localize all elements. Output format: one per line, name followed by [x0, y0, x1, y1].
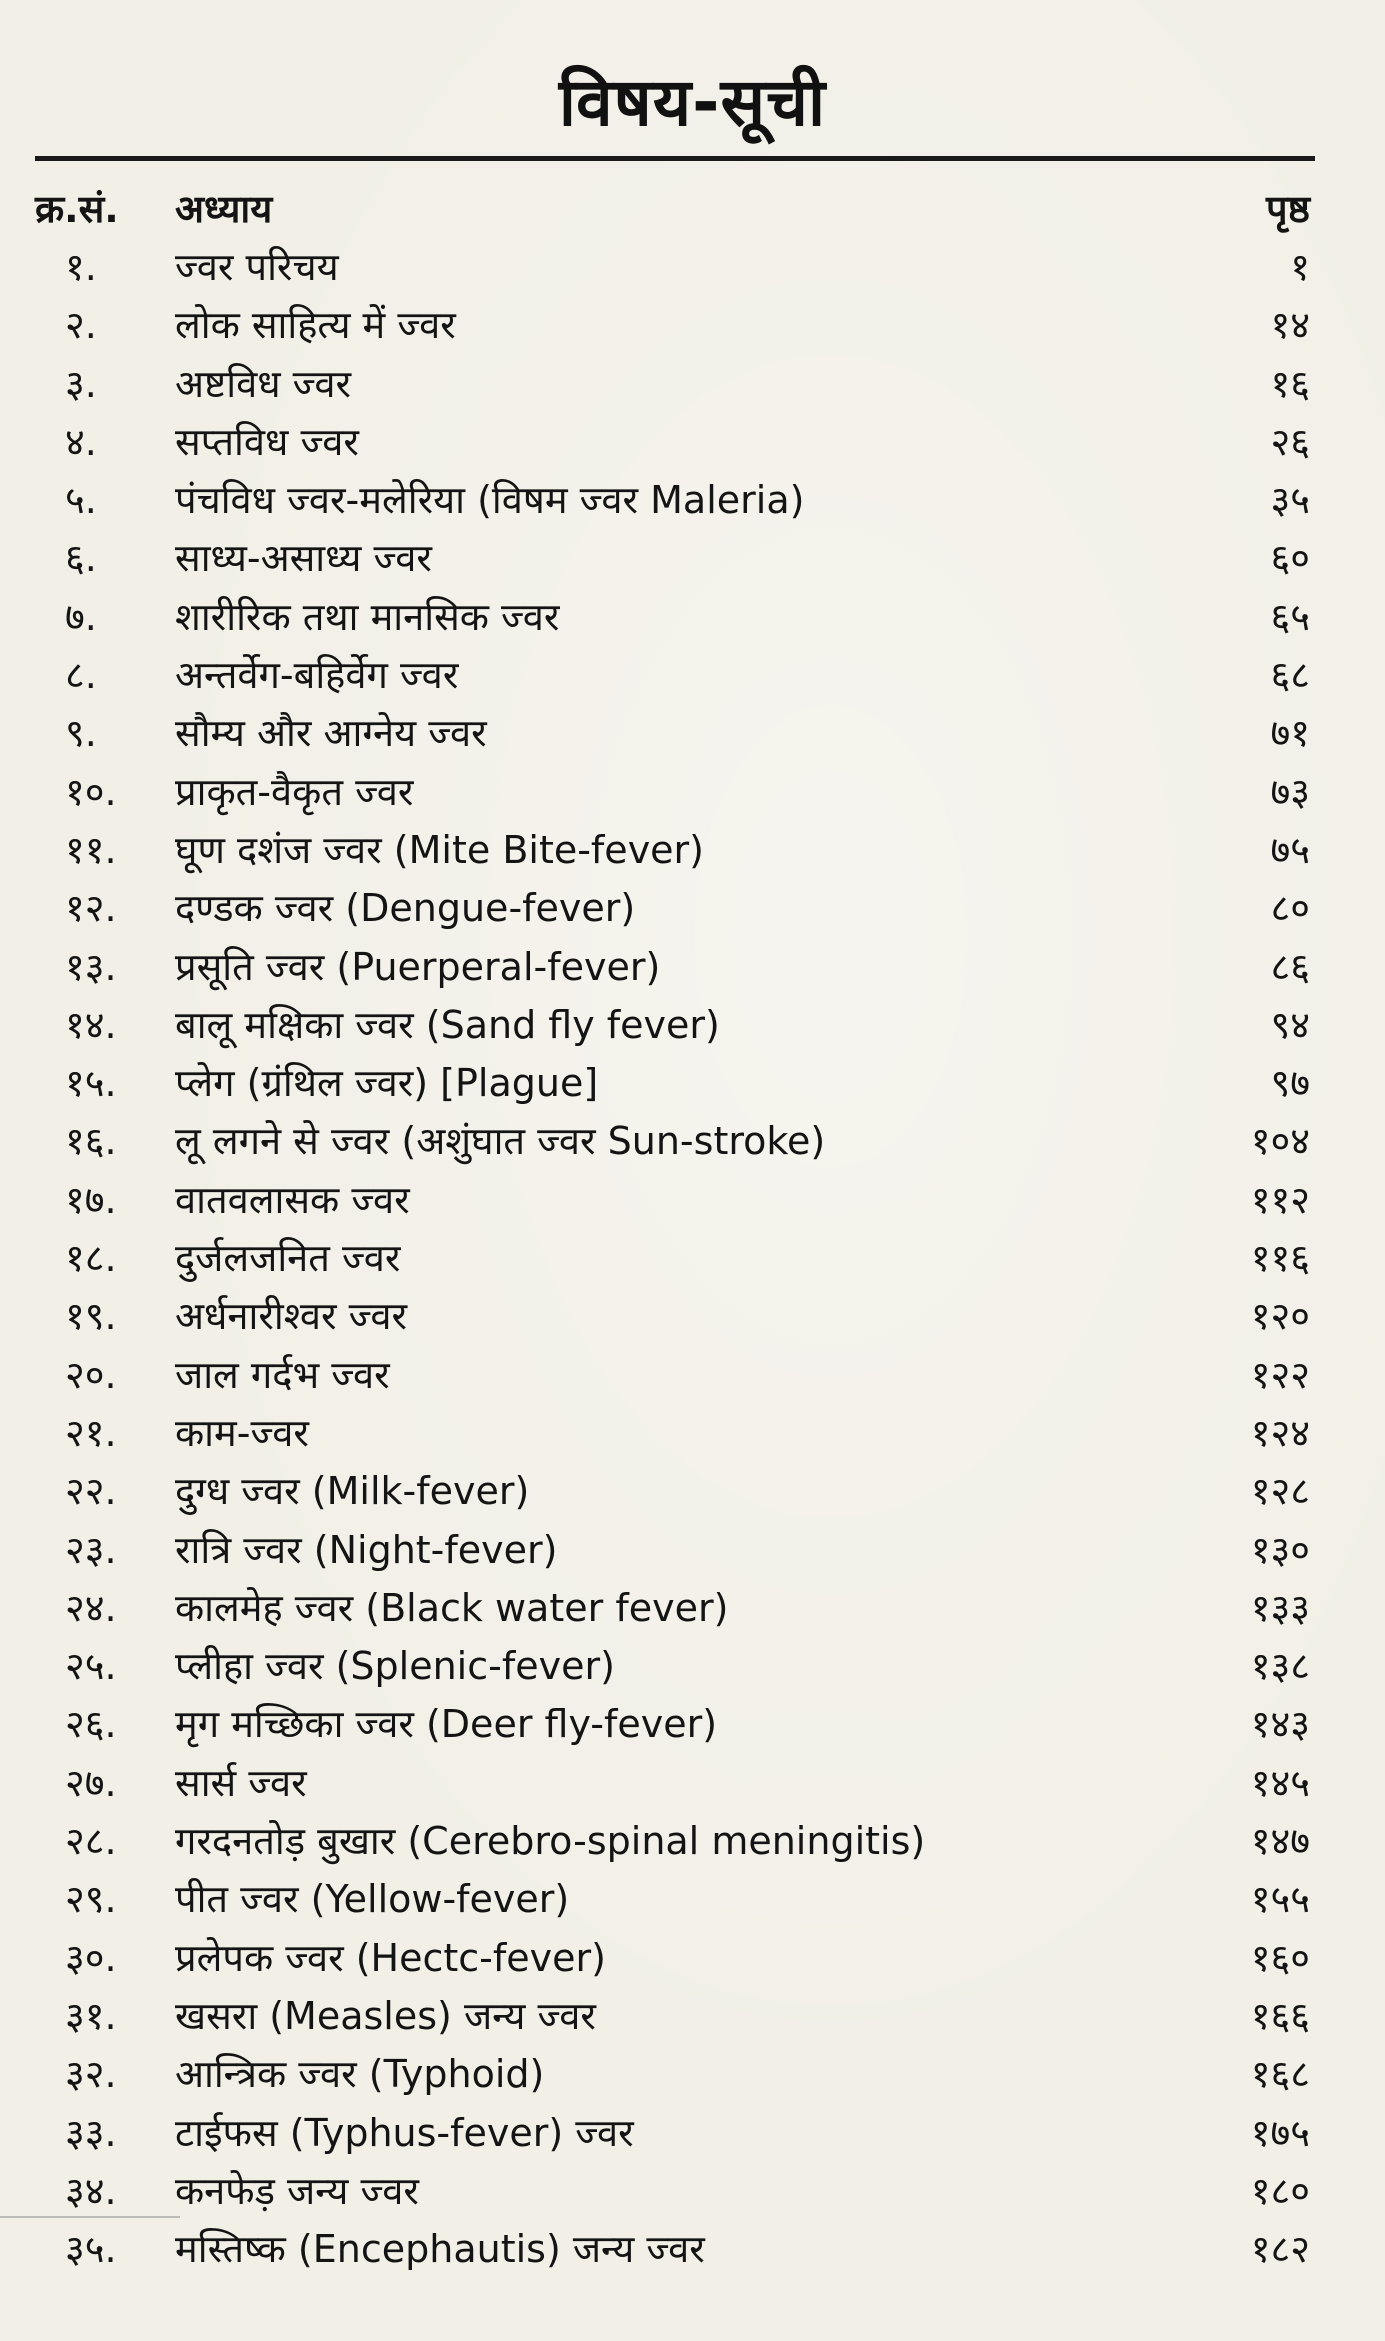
page-title: विषय-सूची	[558, 64, 827, 141]
table-of-contents	[30, 238, 1320, 2278]
entry-chapter-title: ज्वर परिचय	[175, 245, 339, 289]
entry-page-number: १	[1290, 245, 1310, 289]
entry-number: २.	[65, 303, 97, 348]
toc-entry	[30, 1870, 1320, 1928]
entry-chapter-title: अष्टविध ज्वर	[175, 361, 352, 406]
toc-entry	[30, 1812, 1320, 1870]
entry-page-number: १४५	[1250, 1760, 1310, 1805]
entry-page-number: १४७	[1250, 1819, 1310, 1864]
entry-page-number: ६५	[1270, 594, 1310, 639]
header-chapter: अध्याय	[175, 187, 273, 231]
header-page: पृष्ठ	[1266, 187, 1310, 231]
toc-entry	[30, 2220, 1320, 2278]
entry-page-number: १२८	[1250, 1469, 1310, 1514]
entry-chapter-title: प्राकृत-वैकृत ज्वर	[175, 769, 414, 814]
entry-page-number: १२४	[1250, 1410, 1310, 1455]
toc-entry	[30, 704, 1320, 762]
toc-entry	[30, 2162, 1320, 2220]
entry-page-number: ८६	[1270, 944, 1310, 989]
entry-number: २८.	[65, 1819, 117, 1864]
entry-page-number: १८०	[1250, 2168, 1310, 2213]
toc-entry	[30, 1112, 1320, 1170]
entry-chapter-title: मस्तिष्क (Encephautis) जन्य ज्वर	[175, 2227, 705, 2272]
entry-chapter-title: अर्धनारीश्वर ज्वर	[175, 1294, 408, 1339]
entry-number: ९.	[65, 711, 97, 756]
entry-number: २१.	[65, 1410, 117, 1455]
entry-number: ३३.	[65, 2110, 117, 2155]
entry-page-number: ११६	[1250, 1236, 1310, 1281]
toc-entry	[30, 996, 1320, 1054]
entry-page-number: ९७	[1270, 1061, 1310, 1106]
entry-chapter-title: टाईफस (Typhus-fever) ज्वर	[175, 2110, 634, 2155]
entry-page-number: ८०	[1270, 886, 1310, 931]
entry-chapter-title: वातवलासक ज्वर	[175, 1177, 410, 1222]
entry-chapter-title: दुर्जलजनित ज्वर	[175, 1236, 401, 1281]
entry-number: २३.	[65, 1527, 117, 1572]
entry-chapter-title: पंचविध ज्वर-मलेरिया (विषम ज्वर Maleria)	[175, 478, 805, 523]
entry-page-number: १३०	[1250, 1527, 1310, 1572]
toc-entry	[30, 1754, 1320, 1812]
entry-number: २२.	[65, 1469, 117, 1514]
toc-entry	[30, 1987, 1320, 2045]
entry-number: १.	[65, 245, 97, 289]
entry-chapter-title: कनफेड़ जन्य ज्वर	[175, 2168, 419, 2213]
toc-entry	[30, 471, 1320, 529]
entry-chapter-title: सार्स ज्वर	[175, 1760, 307, 1805]
entry-page-number: ६८	[1270, 653, 1310, 698]
entry-chapter-title: प्लेग (ग्रंथिल ज्वर) [Plague]	[175, 1061, 599, 1106]
toc-entry	[30, 1637, 1320, 1695]
entry-number: ३४.	[65, 2168, 117, 2213]
toc-entry	[30, 1579, 1320, 1637]
entry-number: २६.	[65, 1702, 117, 1747]
toc-entry	[30, 2104, 1320, 2162]
entry-number: ७.	[65, 594, 97, 639]
entry-page-number: १३८	[1250, 1644, 1310, 1689]
entry-chapter-title: खसरा (Measles) जन्य ज्वर	[175, 1993, 596, 2038]
entry-number: ३१.	[65, 1993, 117, 2038]
entry-number: २९.	[65, 1877, 117, 1922]
entry-number: १७.	[65, 1177, 117, 1222]
entry-number: ६.	[65, 536, 97, 581]
entry-number: ८.	[65, 653, 97, 698]
toc-entry	[30, 2045, 1320, 2103]
entry-chapter-title: दुग्ध ज्वर (Milk-fever)	[175, 1469, 530, 1514]
entry-number: ३५.	[65, 2227, 117, 2272]
entry-page-number: ७५	[1270, 827, 1310, 872]
toc-entry	[30, 938, 1320, 996]
entry-number: ३२.	[65, 2052, 117, 2097]
toc-entry	[30, 646, 1320, 704]
entry-number: २५.	[65, 1644, 117, 1689]
toc-entry	[30, 1346, 1320, 1404]
toc-entry	[30, 1171, 1320, 1229]
entry-page-number: ६०	[1270, 536, 1310, 581]
entry-number: २०.	[65, 1352, 117, 1397]
title-divider	[35, 156, 1315, 161]
entry-number: १९.	[65, 1294, 117, 1339]
toc-entry	[30, 1287, 1320, 1345]
entry-chapter-title: आन्त्रिक ज्वर (Typhoid)	[175, 2052, 545, 2097]
entry-page-number: १६	[1270, 361, 1310, 406]
entry-chapter-title: अन्तर्वेग-बहिर्वेग ज्वर	[175, 653, 459, 698]
toc-entry	[30, 821, 1320, 879]
entry-chapter-title: गरदनतोड़ बुखार (Cerebro-spinal meningitis)	[175, 1819, 926, 1864]
entry-number: १५.	[65, 1061, 117, 1106]
entry-page-number: ११२	[1250, 1177, 1310, 1222]
entry-chapter-title: जाल गर्दभ ज्वर	[175, 1352, 390, 1397]
entry-chapter-title: मृग मच्छिका ज्वर (Deer fly-fever)	[175, 1702, 718, 1747]
toc-entry	[30, 238, 1320, 296]
toc-entry	[30, 1462, 1320, 1520]
toc-entry	[30, 355, 1320, 413]
entry-number: ४.	[65, 419, 97, 464]
entry-number: ३.	[65, 361, 97, 406]
toc-entry	[30, 413, 1320, 471]
entry-number: १४.	[65, 1002, 117, 1047]
entry-chapter-title: बालू मक्षिका ज्वर (Sand fly fever)	[175, 1002, 720, 1047]
toc-entry	[30, 1404, 1320, 1462]
entry-page-number: १४	[1270, 303, 1310, 348]
entry-page-number: १३३	[1250, 1585, 1310, 1630]
toc-entry	[30, 879, 1320, 937]
entry-chapter-title: कालमेह ज्वर (Black water fever)	[175, 1585, 729, 1630]
toc-entry	[30, 1929, 1320, 1987]
entry-number: ५.	[65, 478, 97, 523]
entry-chapter-title: लोक साहित्य में ज्वर	[175, 303, 456, 348]
entry-chapter-title: पीत ज्वर (Yellow-fever)	[175, 1877, 570, 1922]
entry-chapter-title: प्रलेपक ज्वर (Hectc-fever)	[175, 1935, 606, 1980]
entry-page-number: १२०	[1250, 1294, 1310, 1339]
entry-chapter-title: सप्तविध ज्वर	[175, 419, 359, 464]
entry-page-number: २६	[1270, 419, 1310, 464]
toc-entry	[30, 296, 1320, 354]
entry-chapter-title: साध्य-असाध्य ज्वर	[175, 536, 432, 581]
entry-chapter-title: शारीरिक तथा मानसिक ज्वर	[175, 594, 560, 639]
entry-page-number: १२२	[1250, 1352, 1310, 1397]
entry-number: १२.	[65, 886, 117, 931]
entry-chapter-title: दण्डक ज्वर (Dengue-fever)	[175, 886, 636, 931]
entry-page-number: १६६	[1250, 1993, 1310, 2038]
entry-chapter-title: रात्रि ज्वर (Night-fever)	[175, 1527, 558, 1572]
toc-entry	[30, 529, 1320, 587]
entry-page-number: १५५	[1250, 1877, 1310, 1922]
entry-page-number: १८२	[1250, 2227, 1310, 2272]
entry-page-number: ९४	[1270, 1002, 1310, 1047]
entry-page-number: १७५	[1250, 2110, 1310, 2155]
entry-page-number: ३५	[1270, 478, 1310, 523]
entry-number: १६.	[65, 1119, 117, 1164]
entry-page-number: १६०	[1250, 1935, 1310, 1980]
entry-page-number: १६८	[1250, 2052, 1310, 2097]
entry-chapter-title: सौम्य और आग्नेय ज्वर	[175, 711, 487, 756]
header-serial-number: क्र.सं.	[35, 187, 119, 231]
toc-entry	[30, 763, 1320, 821]
entry-page-number: १०४	[1250, 1119, 1310, 1164]
entry-number: २७.	[65, 1760, 117, 1805]
toc-header	[30, 170, 1320, 230]
entry-chapter-title: प्लीहा ज्वर (Splenic-fever)	[175, 1644, 615, 1689]
entry-number: १३.	[65, 944, 117, 989]
entry-page-number: ७१	[1270, 711, 1310, 756]
entry-number: ३०.	[65, 1935, 117, 1980]
toc-entry	[30, 588, 1320, 646]
bleed-through-line	[0, 2216, 180, 2218]
entry-page-number: ७३	[1270, 769, 1310, 814]
entry-chapter-title: प्रसूति ज्वर (Puerperal-fever)	[175, 944, 661, 989]
entry-chapter-title: घूण दशंज ज्वर (Mite Bite-fever)	[175, 827, 705, 872]
toc-entry	[30, 1521, 1320, 1579]
entry-number: १०.	[65, 769, 117, 814]
entry-number: २४.	[65, 1585, 117, 1630]
entry-chapter-title: काम-ज्वर	[175, 1410, 309, 1455]
toc-entry	[30, 1054, 1320, 1112]
entry-number: १८.	[65, 1236, 117, 1281]
entry-chapter-title: लू लगने से ज्वर (अशुंघात ज्वर Sun-stroke)	[175, 1119, 826, 1164]
toc-entry	[30, 1229, 1320, 1287]
toc-entry	[30, 1695, 1320, 1753]
entry-number: ११.	[65, 827, 117, 872]
entry-page-number: १४३	[1250, 1702, 1310, 1747]
